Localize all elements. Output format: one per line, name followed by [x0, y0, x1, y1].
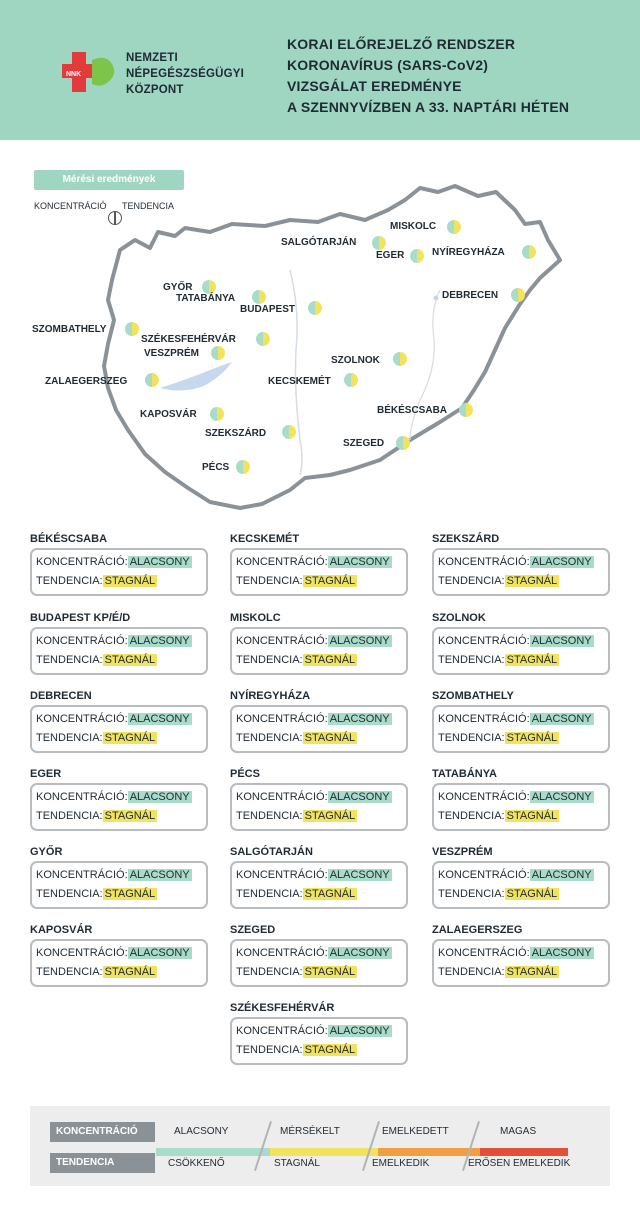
city-label-bekescsaba: BÉKÉSCSABA: [377, 405, 448, 416]
tendency-row: [36, 651, 202, 670]
tendency-label: TENDENCIA:: [438, 732, 505, 744]
result-card: [432, 845, 610, 909]
svg-text:NNK: NNK: [66, 71, 82, 78]
concentration-value: ALACSONY: [531, 713, 592, 725]
status-dot-icon: [459, 403, 473, 417]
tendency-value: STAGNÁL: [104, 966, 156, 978]
concentration-value: ALACSONY: [531, 869, 592, 881]
scale-tend-level: ERŐSEN EMELKEDIK: [468, 1158, 571, 1169]
result-card-city: SZEKSZÁRD: [432, 533, 500, 545]
city-label-eger: EGER: [376, 250, 405, 261]
result-card-box: [30, 861, 208, 909]
scale-concentration-label: KONCENTRÁCIÓ: [50, 1122, 155, 1142]
tendency-row: [36, 729, 202, 748]
result-card-box: [230, 705, 408, 753]
result-card-city: SZOMBATHELY: [432, 690, 514, 702]
organization-name: NEMZETI NÉPEGÉSZSÉGÜGYI KÖZPONT: [126, 52, 245, 96]
result-card-box: [432, 783, 610, 831]
result-card: [230, 923, 408, 987]
result-card-city: PÉCS: [230, 768, 260, 780]
concentration-row: [36, 632, 202, 651]
result-card-city: ZALAEGERSZEG: [432, 924, 523, 936]
result-card-city: DEBRECEN: [30, 690, 92, 702]
scale-tend-level: EMELKEDIK: [372, 1158, 430, 1169]
result-card-city: BUDAPEST KP/É/D: [30, 612, 131, 624]
concentration-value: ALACSONY: [329, 556, 390, 568]
city-label-szekszard: SZEKSZÁRD: [205, 428, 267, 439]
tendency-row: [236, 885, 402, 904]
nnk-logo-icon: [62, 50, 124, 94]
tendency-row: [36, 885, 202, 904]
tendency-row: [438, 729, 604, 748]
concentration-value: ALACSONY: [531, 791, 592, 803]
status-dot-icon: [236, 460, 250, 474]
tendency-value: STAGNÁL: [104, 732, 156, 744]
concentration-label: KONCENTRÁCIÓ:: [236, 635, 328, 647]
tendency-value: STAGNÁL: [304, 888, 356, 900]
concentration-row: [236, 553, 402, 572]
result-card: [30, 611, 208, 675]
tendency-row: [36, 807, 202, 826]
tendency-label: TENDENCIA:: [36, 966, 103, 978]
status-dot-icon: [282, 425, 296, 439]
concentration-label: KONCENTRÁCIÓ:: [438, 713, 530, 725]
scale-bar-high: [480, 1148, 568, 1156]
status-dot-icon: [308, 301, 322, 315]
concentration-row: [236, 866, 402, 885]
concentration-label: KONCENTRÁCIÓ:: [236, 1025, 328, 1037]
tendency-label: TENDENCIA:: [236, 888, 303, 900]
result-card-box: [30, 627, 208, 675]
concentration-value: ALACSONY: [129, 947, 190, 959]
result-card-city: BÉKÉSCSABA: [30, 533, 108, 545]
status-dot-icon: [252, 290, 266, 304]
concentration-value: ALACSONY: [129, 713, 190, 725]
tendency-row: [236, 651, 402, 670]
concentration-row: [236, 788, 402, 807]
scale-tend-level: CSÖKKENŐ: [168, 1158, 225, 1169]
tendency-value: STAGNÁL: [304, 575, 356, 587]
tendency-row: [36, 963, 202, 982]
tendency-label: TENDENCIA:: [438, 888, 505, 900]
tendency-value: STAGNÁL: [104, 575, 156, 587]
result-card: [230, 1001, 408, 1065]
tendency-row: [438, 651, 604, 670]
tendency-label: TENDENCIA:: [36, 732, 103, 744]
city-label-szolnok: SZOLNOK: [331, 355, 380, 366]
tendency-label: TENDENCIA:: [236, 654, 303, 666]
result-card: [432, 923, 610, 987]
status-dot-icon: [522, 245, 536, 259]
tendency-value: STAGNÁL: [506, 732, 558, 744]
result-card-box: [432, 548, 610, 596]
result-card-box: [230, 861, 408, 909]
concentration-label: KONCENTRÁCIÓ:: [236, 791, 328, 803]
concentration-value: ALACSONY: [129, 869, 190, 881]
status-dot-icon: [211, 346, 225, 360]
concentration-value: ALACSONY: [329, 713, 390, 725]
tendency-row: [236, 572, 402, 591]
result-card: [30, 689, 208, 753]
tendency-value: STAGNÁL: [506, 654, 558, 666]
concentration-row: [36, 866, 202, 885]
concentration-label: KONCENTRÁCIÓ:: [438, 947, 530, 959]
result-card: [432, 532, 610, 596]
concentration-value: ALACSONY: [129, 635, 190, 647]
tendency-label: TENDENCIA:: [36, 654, 103, 666]
result-card-city: SZÉKESFEHÉRVÁR: [230, 1002, 335, 1014]
concentration-label: KONCENTRÁCIÓ:: [36, 713, 128, 725]
measurement-results-badge: Mérési eredmények: [34, 170, 184, 190]
concentration-value: ALACSONY: [329, 947, 390, 959]
result-card-city: SALGÓTARJÁN: [230, 846, 313, 858]
concentration-value: ALACSONY: [531, 556, 592, 568]
concentration-row: [438, 553, 604, 572]
tendency-label: TENDENCIA:: [438, 966, 505, 978]
result-card-city: NYÍREGYHÁZA: [230, 690, 311, 702]
result-card-box: [432, 627, 610, 675]
concentration-row: [36, 710, 202, 729]
concentration-label: KONCENTRÁCIÓ:: [438, 791, 530, 803]
status-dot-icon: [210, 407, 224, 421]
result-card-city: SZOLNOK: [432, 612, 486, 624]
status-dot-icon: [393, 352, 407, 366]
legend-concentration: KONCENTRÁCIÓ: [34, 201, 107, 211]
concentration-row: [236, 632, 402, 651]
header-banner: [0, 0, 640, 140]
result-card: [30, 532, 208, 596]
result-card-box: [30, 783, 208, 831]
concentration-row: [36, 944, 202, 963]
tendency-label: TENDENCIA:: [438, 810, 505, 822]
status-dot-icon: [372, 236, 386, 250]
scale-conc-level: ALACSONY: [174, 1126, 229, 1137]
tendency-label: TENDENCIA:: [36, 575, 103, 587]
concentration-value: ALACSONY: [531, 947, 592, 959]
city-label-veszprem: VESZPRÉM: [144, 348, 200, 359]
concentration-label: KONCENTRÁCIÓ:: [438, 635, 530, 647]
result-card-city: SZEGED: [230, 924, 276, 936]
status-dot-icon: [410, 249, 424, 263]
tendency-label: TENDENCIA:: [236, 1044, 303, 1056]
scale-conc-level: MÉRSÉKELT: [280, 1126, 340, 1137]
status-dot-icon: [447, 220, 461, 234]
status-dot-icon: [145, 373, 159, 387]
legend-dot-icon: [108, 211, 122, 225]
concentration-row: [236, 710, 402, 729]
tendency-row: [438, 572, 604, 591]
result-card: [230, 845, 408, 909]
concentration-label: KONCENTRÁCIÓ:: [438, 556, 530, 568]
scale-bar-low: [156, 1148, 270, 1156]
result-card-city: MISKOLC: [230, 612, 281, 624]
tendency-row: [438, 885, 604, 904]
city-label-gyor: GYŐR: [163, 282, 193, 293]
result-card: [230, 611, 408, 675]
tendency-label: TENDENCIA:: [36, 888, 103, 900]
result-card-box: [30, 705, 208, 753]
city-label-tatabanya: TATABÁNYA: [176, 293, 236, 304]
tendency-value: STAGNÁL: [104, 810, 156, 822]
result-card-box: [230, 783, 408, 831]
concentration-label: KONCENTRÁCIÓ:: [236, 713, 328, 725]
tendency-row: [438, 963, 604, 982]
tendency-label: TENDENCIA:: [36, 810, 103, 822]
city-label-szeged: SZEGED: [343, 438, 385, 449]
scale-tend-level: STAGNÁL: [274, 1158, 320, 1169]
city-label-kaposvar: KAPOSVÁR: [140, 409, 197, 420]
tendency-label: TENDENCIA:: [236, 575, 303, 587]
result-card: [432, 611, 610, 675]
concentration-row: [438, 944, 604, 963]
result-card: [432, 767, 610, 831]
concentration-label: KONCENTRÁCIÓ:: [236, 556, 328, 568]
concentration-row: [438, 866, 604, 885]
concentration-label: KONCENTRÁCIÓ:: [36, 869, 128, 881]
tendency-row: [236, 1041, 402, 1060]
concentration-label: KONCENTRÁCIÓ:: [36, 791, 128, 803]
result-card-box: [30, 939, 208, 987]
concentration-row: [36, 553, 202, 572]
city-label-debrecen: DEBRECEN: [442, 290, 499, 301]
result-card: [30, 923, 208, 987]
scale-tendency-label: TENDENCIA: [50, 1153, 155, 1173]
concentration-row: [236, 944, 402, 963]
tendency-label: TENDENCIA:: [236, 966, 303, 978]
concentration-row: [36, 788, 202, 807]
scale-conc-level: MAGAS: [500, 1126, 537, 1137]
concentration-label: KONCENTRÁCIÓ:: [236, 869, 328, 881]
status-dot-icon: [511, 288, 525, 302]
tendency-row: [236, 807, 402, 826]
tendency-value: STAGNÁL: [104, 654, 156, 666]
concentration-value: ALACSONY: [329, 1025, 390, 1037]
city-label-nyiregyhaza: NYÍREGYHÁZA: [432, 247, 505, 258]
result-card-box: [432, 939, 610, 987]
tendency-label: TENDENCIA:: [438, 654, 505, 666]
status-dot-icon: [202, 280, 216, 294]
tendency-row: [236, 963, 402, 982]
concentration-row: [438, 710, 604, 729]
result-card: [230, 767, 408, 831]
tendency-value: STAGNÁL: [506, 966, 558, 978]
scale-bar-elevated: [378, 1148, 480, 1156]
city-label-salgotarjan: SALGÓTARJÁN: [281, 237, 357, 248]
city-label-zalaegerszeg: ZALAEGERSZEG: [45, 376, 128, 387]
concentration-value: ALACSONY: [329, 791, 390, 803]
tendency-value: STAGNÁL: [304, 810, 356, 822]
status-dot-icon: [396, 436, 410, 450]
result-card: [230, 532, 408, 596]
concentration-value: ALACSONY: [329, 869, 390, 881]
concentration-row: [438, 788, 604, 807]
tendency-row: [236, 729, 402, 748]
concentration-label: KONCENTRÁCIÓ:: [236, 947, 328, 959]
result-card-box: [30, 548, 208, 596]
concentration-value: ALACSONY: [329, 635, 390, 647]
scale-legend: [30, 1106, 610, 1186]
scale-conc-level: EMELKEDETT: [382, 1126, 449, 1137]
scale-divider: [254, 1121, 272, 1171]
tendency-value: STAGNÁL: [304, 1044, 356, 1056]
concentration-value: ALACSONY: [531, 635, 592, 647]
result-card-city: EGER: [30, 768, 62, 780]
tendency-value: STAGNÁL: [506, 575, 558, 587]
city-label-pecs: PÉCS: [202, 462, 230, 473]
tendency-value: STAGNÁL: [506, 888, 558, 900]
result-card-city: TATABÁNYA: [432, 768, 497, 780]
result-card-city: VESZPRÉM: [432, 846, 493, 858]
result-card-city: KAPOSVÁR: [30, 924, 93, 936]
concentration-row: [438, 632, 604, 651]
tendency-value: STAGNÁL: [104, 888, 156, 900]
tendency-label: TENDENCIA:: [236, 810, 303, 822]
tendency-row: [438, 807, 604, 826]
status-dot-icon: [256, 332, 270, 346]
result-card: [230, 689, 408, 753]
status-dot-icon: [125, 322, 139, 336]
concentration-label: KONCENTRÁCIÓ:: [438, 869, 530, 881]
tendency-label: TENDENCIA:: [438, 575, 505, 587]
city-label-budapest: BUDAPEST: [240, 304, 296, 315]
tendency-row: [36, 572, 202, 591]
concentration-label: KONCENTRÁCIÓ:: [36, 947, 128, 959]
concentration-value: ALACSONY: [129, 556, 190, 568]
result-card-box: [432, 861, 610, 909]
scale-bar-moderate: [270, 1148, 378, 1156]
tendency-label: TENDENCIA:: [236, 732, 303, 744]
result-card-box: [230, 548, 408, 596]
city-label-szombathely: SZOMBATHELY: [32, 324, 107, 335]
result-card-box: [432, 705, 610, 753]
result-card-box: [230, 1017, 408, 1065]
tendency-value: STAGNÁL: [506, 810, 558, 822]
page-title: KORAI ELŐREJELZŐ RENDSZER KORONAVÍRUS (SARS-CoV2) VIZSGÁLAT EREDMÉNYE A SZENNYVÍZBEN A 33. NAPTÁRI HÉTEN: [287, 36, 570, 115]
concentration-row: [236, 1022, 402, 1041]
concentration-value: ALACSONY: [129, 791, 190, 803]
result-card: [432, 689, 610, 753]
city-label-kecskemet: KECSKEMÉT: [268, 376, 331, 387]
city-label-szekesfehervar: SZÉKESFEHÉRVÁR: [141, 334, 236, 345]
result-card-city: GYŐR: [30, 846, 63, 858]
legend-tendency: TENDENCIA: [122, 201, 175, 211]
status-dot-icon: [344, 373, 358, 387]
tendency-value: STAGNÁL: [304, 966, 356, 978]
tendency-value: STAGNÁL: [304, 654, 356, 666]
result-card-city: KECSKEMÉT: [230, 533, 300, 545]
tendency-value: STAGNÁL: [304, 732, 356, 744]
city-label-miskolc: MISKOLC: [390, 221, 437, 232]
result-card-box: [230, 939, 408, 987]
concentration-label: KONCENTRÁCIÓ:: [36, 635, 128, 647]
result-card: [30, 767, 208, 831]
concentration-label: KONCENTRÁCIÓ:: [36, 556, 128, 568]
result-card: [30, 845, 208, 909]
result-card-box: [230, 627, 408, 675]
